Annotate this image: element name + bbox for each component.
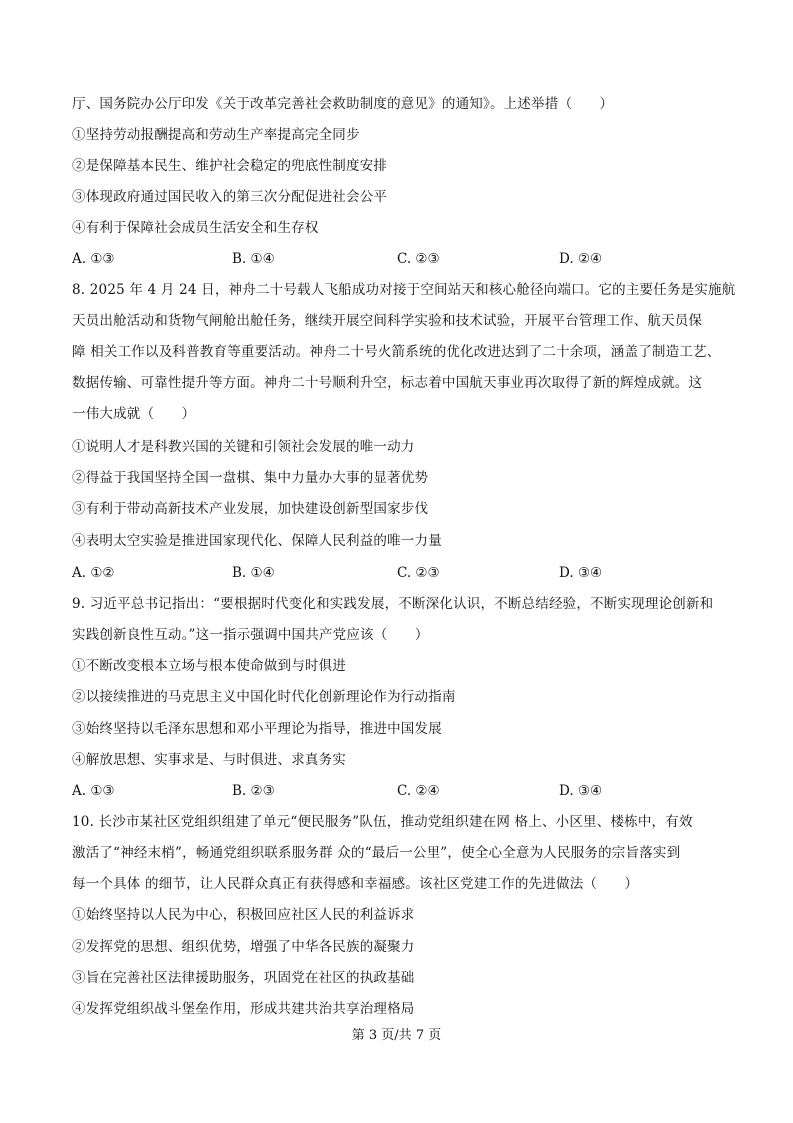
q7-item-3: ③体现政府通过国民收入的第三次分配促进社会公平 <box>72 189 388 205</box>
q8-stem-line-3: 障 相关工作以及科普教育等重要活动。神舟二十号火箭系统的优化改进达到了二十余项，涵盖了制造工艺、 <box>72 344 721 360</box>
q8-item-3: ③有利于带动高新技术产业发展，加快建设创新型国家步伐 <box>72 501 429 517</box>
q7-option-a[interactable]: A. ①③ <box>72 251 115 267</box>
q7-options <box>72 250 722 268</box>
q8-stem-line-4: 数据传输、可靠性提升等方面。神舟二十号顺利升空，标志着中国航天事业再次取得了新的辉煌成就。这 <box>72 375 703 391</box>
q8-stem-line-2: 天员出舱活动和货物气闸舱出舱任务，继续开展空间科学实验和技术试验，开展平台管理工作、航天员保 <box>72 313 703 329</box>
page-number-footer: 第 3 页/共 7 页 <box>351 1028 442 1043</box>
q7-item-4: ④有利于保障社会成员生活安全和生存权 <box>72 220 319 236</box>
q7-stem-tail: 厅、国务院办公厅印发《关于改革完善社会救助制度的意见》的通知》。上述举措（ ） <box>72 96 614 112</box>
q9-options <box>72 782 722 800</box>
q8-option-b[interactable]: B. ①④ <box>232 565 275 581</box>
q8-item-2: ②得益于我国坚持全国一盘棋、集中力量办大事的显著优势 <box>72 470 429 486</box>
q8-options <box>72 564 722 582</box>
q9-item-1: ①不断改变根本立场与根本使命做到与时俱进 <box>72 658 346 674</box>
q8-item-4: ④表明太空实验是推进国家现代化、保障人民利益的唯一力量 <box>72 533 442 549</box>
q9-item-3: ③始终坚持以毛泽东思想和邓小平理论为指导，推进中国发展 <box>72 721 442 737</box>
q8-option-d[interactable]: D. ③④ <box>559 565 603 581</box>
q9-option-b[interactable]: B. ②③ <box>232 783 275 799</box>
q9-stem-line-1: 9. 习近平总书记指出：“要根据时代变化和实践发展，不断深化认识，不断总结经验，不断实现理论创新和 <box>72 596 714 612</box>
q8-option-a[interactable]: A. ①② <box>72 565 115 581</box>
q8-stem-line-5: 一伟大成就（ ） <box>72 406 196 422</box>
q7-option-b[interactable]: B. ①④ <box>232 251 275 267</box>
q7-option-d[interactable]: D. ②④ <box>559 251 603 267</box>
q8-option-c[interactable]: C. ②③ <box>397 565 440 581</box>
q7-item-1: ①坚持劳动报酬提高和劳动生产率提高完全同步 <box>72 127 360 143</box>
q9-stem-line-2: 实践创新良性互动。”这一指示强调中国共产党应该（ ） <box>72 627 429 643</box>
q9-option-a[interactable]: A. ①③ <box>72 783 115 799</box>
q8-item-1: ①说明人才是科教兴国的关键和引领社会发展的唯一动力 <box>72 439 415 455</box>
q10-stem-line-2: 激活了“神经末梢”，畅通党组织联系服务群 众的“最后一公里”，使全心全意为人民服务的宗旨落实到 <box>72 845 681 861</box>
q7-item-2: ②是保障基本民生、维护社会稳定的兜底性制度安排 <box>72 158 388 174</box>
q7-option-c[interactable]: C. ②③ <box>397 251 440 267</box>
q10-stem-line-3: 每一个具体 的细节，让人民群众真正有获得感和幸福感。该社区党建工作的先进做法（ ） <box>72 876 639 892</box>
q9-option-d[interactable]: D. ③④ <box>559 783 603 799</box>
q8-stem-line-1: 8. 2025 年 4 月 24 日，神舟二十号载人飞船成功对接于空间站天和核心舱径向端口。它的主要任务是实施航 <box>72 282 736 298</box>
q9-option-c[interactable]: C. ②④ <box>397 783 440 799</box>
q10-item-4: ④发挥党组织战斗堡垒作用，形成共建共治共享治理格局 <box>72 1001 415 1017</box>
q10-item-2: ②发挥党的思想、组织优势，增强了中华各民族的凝聚力 <box>72 939 415 955</box>
q10-stem-line-1: 10. 长沙市某社区党组织组建了单元“便民服务”队伍，推动党组织建在网 格上、小区里、楼栋中，有效 <box>72 814 693 830</box>
q10-item-1: ①始终坚持以人民为中心，积极回应社区人民的利益诉求 <box>72 907 415 923</box>
q9-item-2: ②以接续推进的马克思主义中国化时代化创新理论作为行动指南 <box>72 689 456 705</box>
q9-item-4: ④解放思想、实事求是、与时俱进、求真务实 <box>72 752 346 768</box>
q10-item-3: ③旨在完善社区法律援助服务，巩固党在社区的执政基础 <box>72 970 415 986</box>
